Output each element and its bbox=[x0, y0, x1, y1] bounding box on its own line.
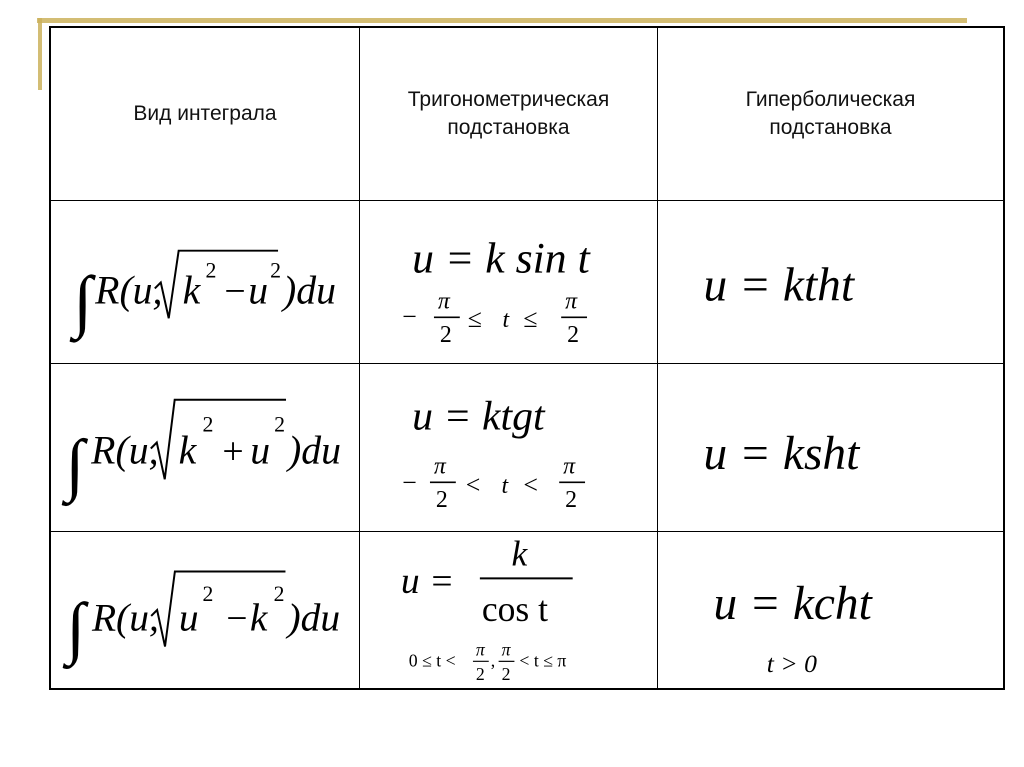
r3-trig-lhs: u = bbox=[400, 561, 455, 603]
substitution-table bbox=[49, 26, 1005, 690]
r3-two-a: 2 bbox=[475, 664, 485, 685]
r2-t: t bbox=[501, 473, 509, 500]
header-trig-line2: подстановка bbox=[447, 116, 570, 139]
r3-k: k bbox=[249, 595, 268, 640]
r3-exp1: 2 bbox=[202, 582, 214, 607]
r3-two-b: 2 bbox=[501, 664, 511, 685]
r3-hyper-cond: t > 0 bbox=[766, 649, 817, 679]
integral-sign-1: ∫ bbox=[73, 263, 93, 341]
decorative-top-bar bbox=[37, 18, 967, 23]
r1-pi-b: π bbox=[565, 288, 578, 315]
r2-exp2: 2 bbox=[274, 412, 286, 437]
r2-two-a: 2 bbox=[435, 487, 448, 514]
r2-exp1: 2 bbox=[202, 412, 214, 437]
r2-range-minus: − bbox=[402, 468, 417, 498]
integral-sign-3: ∫ bbox=[66, 588, 86, 666]
r3-pi-a: π bbox=[475, 639, 485, 660]
header-hyper-line1: Гиперболическая bbox=[745, 88, 916, 111]
r2-trig-main: u = ktgt bbox=[412, 393, 545, 440]
r1-exp2: 2 bbox=[270, 258, 282, 283]
header-integral-type-label: Вид интеграла bbox=[133, 102, 277, 125]
r2-u: u bbox=[250, 428, 271, 473]
r1-tail: )du bbox=[283, 268, 337, 313]
integral-sign-2: ∫ bbox=[65, 426, 85, 504]
r1-rel1: ≤ bbox=[467, 304, 482, 334]
r2-rel2: < bbox=[523, 470, 538, 500]
r1-trig-main: u = k sin t bbox=[412, 234, 590, 283]
r3-trig-den: cos t bbox=[481, 588, 548, 629]
row1-hyperbolic bbox=[658, 201, 1003, 364]
r2-op: + bbox=[222, 430, 244, 473]
r3-tail: )du bbox=[287, 595, 341, 640]
r1-pi-a: π bbox=[437, 288, 450, 315]
row1-integral bbox=[51, 201, 360, 364]
r3-comma: , bbox=[490, 650, 496, 671]
r1-hyper-main: u = ktht bbox=[703, 259, 855, 312]
row3-hyperbolic bbox=[658, 532, 1003, 688]
r3-R: R(u, bbox=[91, 595, 159, 640]
header-trig-substitution bbox=[360, 28, 658, 201]
row1-trig bbox=[360, 201, 658, 364]
row3-trig bbox=[360, 532, 658, 688]
r3-hyper-main: u = kcht bbox=[713, 577, 872, 630]
r1-u: u bbox=[248, 268, 269, 313]
row2-integral bbox=[51, 364, 360, 532]
r2-two-b: 2 bbox=[565, 487, 578, 514]
r1-k: k bbox=[182, 268, 201, 313]
r2-R: R(u, bbox=[91, 428, 159, 473]
r1-t: t bbox=[502, 307, 510, 334]
r2-pi-b: π bbox=[563, 453, 576, 480]
r2-k: k bbox=[178, 428, 197, 473]
row2-hyperbolic bbox=[658, 364, 1003, 532]
r1-two-b: 2 bbox=[567, 322, 580, 349]
r2-tail: )du bbox=[288, 428, 342, 473]
r3-range: 0 ≤ t < bbox=[408, 650, 456, 671]
header-hyperbolic-substitution bbox=[658, 28, 1003, 201]
row2-trig bbox=[360, 364, 658, 532]
r1-R: R(u, bbox=[95, 268, 163, 313]
r3-trig-num: k bbox=[511, 533, 528, 574]
header-trig-line1: Тригонометрическая bbox=[407, 88, 610, 111]
row3-integral bbox=[51, 532, 360, 688]
header-hyper-line2: подстановка bbox=[769, 116, 892, 139]
r2-pi-a: π bbox=[433, 453, 446, 480]
r1-rel2: ≤ bbox=[523, 304, 538, 334]
r1-exp1: 2 bbox=[205, 258, 217, 283]
r3-exp2: 2 bbox=[273, 582, 285, 607]
r3-u: u bbox=[178, 595, 199, 640]
r2-rel1: < bbox=[465, 470, 481, 500]
r3-pi-b: π bbox=[501, 639, 511, 660]
r3-op: − bbox=[226, 598, 248, 640]
header-integral-type bbox=[51, 28, 360, 201]
r3-range2: < t ≤ π bbox=[519, 650, 567, 671]
r1-op: − bbox=[224, 270, 246, 313]
r2-hyper-main: u = ksht bbox=[703, 428, 860, 481]
r1-two-a: 2 bbox=[439, 322, 452, 349]
decorative-left-bar bbox=[38, 18, 42, 90]
r1-range-minus: − bbox=[402, 302, 417, 332]
